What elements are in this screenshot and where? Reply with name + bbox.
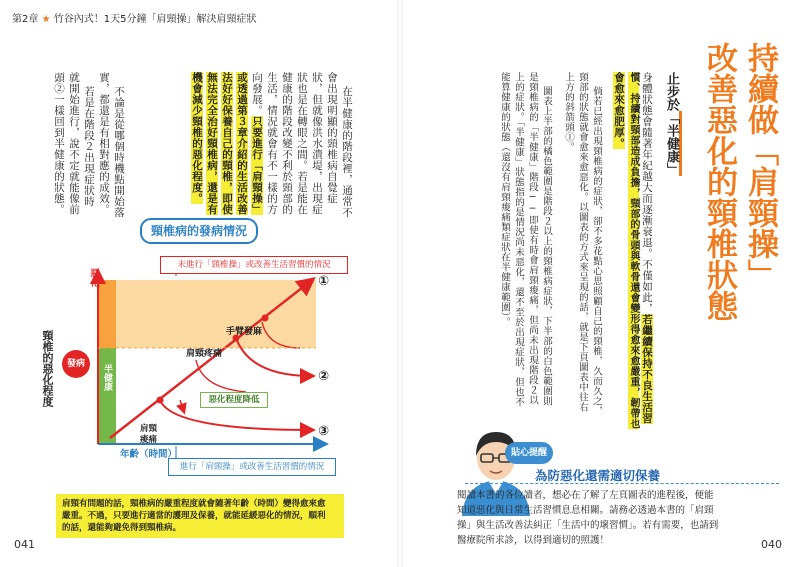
title-line-2: 改善惡化的頸椎狀態	[701, 42, 737, 321]
subhead-highlight: 「半健康」	[664, 111, 682, 176]
left-p2-line-5: 頭②一樣回到半健康的狀態。	[53, 72, 65, 215]
left-p1-line-4: 狀也是在轉眼之間。若是能在	[296, 72, 308, 215]
y-axis-top: 惡化	[88, 268, 99, 287]
running-head-text: 竹谷內式！1天5分鐘「肩頸操」解決肩頸症狀	[53, 14, 257, 25]
left-p2-line-2: 實，都還是有相對應的成效。	[98, 72, 110, 215]
right-p3-line-2: 是頸椎病的「半健康」階段──即使有時會肩頸痠痛，但尚未出現階段２以	[527, 72, 538, 405]
left-p1-line-5: 健康的階段改變不利於頸部的	[281, 72, 293, 215]
label-numbness: 手臂發麻	[226, 327, 263, 337]
left-hl-line-4: 無法完全治好頸椎病，還是有	[206, 72, 218, 215]
subhead-prefix: 止步於	[664, 72, 679, 111]
left-p1-line-7: 向發展。只要進行「肩頸操」	[251, 72, 263, 215]
page-number-left: 041	[14, 538, 35, 551]
y-axis-label: 頸椎的惡化程度	[41, 330, 54, 407]
page-number-right: 040	[761, 538, 782, 551]
marker-3: ③	[318, 424, 330, 439]
x-axis-label: 年齡（時間）	[120, 449, 178, 460]
marker-2: ②	[318, 369, 330, 384]
dot-numbness	[262, 315, 269, 322]
semi-health-label: 半健康	[102, 364, 112, 391]
chart-top-label: 未進行「頸椎操」或改善生活習慣的情況	[160, 256, 348, 274]
right-p2-line-3: 上方的斜箭頭①。	[563, 72, 574, 152]
left-p1-line-3: 狀，但就像洪水潰堤，出現症	[311, 72, 323, 215]
advice-body: 閱讀本書的各位讀者，想必在了解了左頁圖表的進程後，便能 知道惡化與日常生活習慣息息相關。請務必透過本書的「肩頸 操」與生活改善法糾正「生活中的壞習慣」。若有需要，也請到 醫療院所求診，以得到適切的照護！	[457, 490, 719, 546]
right-p2-line-1: 倘若已經出現頸椎病的症狀，卻不多花點心思照顧自己的頸椎，久而久之，	[591, 86, 602, 416]
left-p1-line-1: 在半健康的階段裡，通常不	[341, 86, 353, 218]
left-hl-line-3: 法好好保養自己的頸椎，即使	[221, 72, 233, 215]
chapter-label: 第2章	[12, 14, 39, 25]
right-p3-line-4: 能算健康的狀態（還沒有肩頸痠痛類症狀在半健康範圍）。	[499, 72, 510, 328]
star-icon: ★	[41, 14, 51, 25]
left-p1-line-2: 會出現明顯的頸椎病自覺症	[326, 72, 338, 204]
onset-badge: 發病	[62, 350, 90, 378]
label-stiffness: 肩頸痠痛	[140, 424, 158, 445]
left-hl-line-5: 機會減少頸椎的惡化程度。	[191, 72, 203, 204]
onset-zone-tab	[98, 280, 116, 348]
left-p1-line-6: 生活，情況就會有不一樣的方	[266, 72, 278, 215]
right-p1-line-2: 慣、持續對頸部造成負擔，頸部的骨頭與軟骨還會變形得愈來愈嚴重，韌帶也	[628, 72, 639, 429]
right-p2-line-2: 頸部的狀態就會愈來愈惡化。以圖表的方式來呈現的話，就是下頁圖表中往右	[577, 72, 588, 412]
right-p3-line-3: 上的症狀。「半健康」狀態指的是情況尚未惡化，還不至於出現症狀，但也不	[513, 72, 524, 408]
advice-heading: 為防惡化還需適切保養	[535, 468, 661, 483]
right-p1-line-3: 會愈來愈肥厚。	[613, 72, 625, 149]
chart-title: 頸椎病的發病情況	[140, 218, 258, 244]
left-hl-line-2: 或透過第３章介紹的生活改善	[236, 72, 248, 215]
label-pain: 肩頸疼痛	[186, 349, 223, 359]
advice-badge: 貼心提醒	[505, 442, 553, 464]
title-line-1: 持續做「肩頸操」	[742, 42, 778, 290]
semi-health-zone-tab	[98, 348, 116, 444]
minor-arrow-c	[180, 400, 184, 412]
right-p3-line-1: 圖表上半部的橘色範圍是階段２以上的頸椎病症狀，下半部的白色範圍則	[541, 86, 552, 406]
chart-bottom-label: 進行「肩頸操」或改善生活習慣的情況	[168, 458, 336, 476]
left-p2-line-4: 就開始進行，說不定就能像前	[68, 72, 80, 215]
left-p2-line-3: 若是在階段２出現症狀時	[83, 86, 95, 207]
marker-1: ①	[318, 274, 330, 289]
label-reduced: 惡化程度降低	[200, 392, 268, 408]
dot-stiffness	[157, 397, 164, 404]
left-p2-line-1: 不論是從哪個時機點開始落	[113, 86, 125, 218]
right-p1-line-1: 身體狀態會隨著年紀越大而逐漸衰退。不僅如此，若繼續保持不良生活習	[641, 72, 653, 424]
left-note-box: 肩頸有問題的話，頸椎病的嚴重程度就會隨著年齡（時間）變得愈來愈 嚴重。不過，只要進行適當的護理及保養，就能延緩惡化的情況，順利 的話，還能夠避免得到頸椎病。	[56, 494, 344, 538]
onset-zone	[98, 280, 316, 348]
